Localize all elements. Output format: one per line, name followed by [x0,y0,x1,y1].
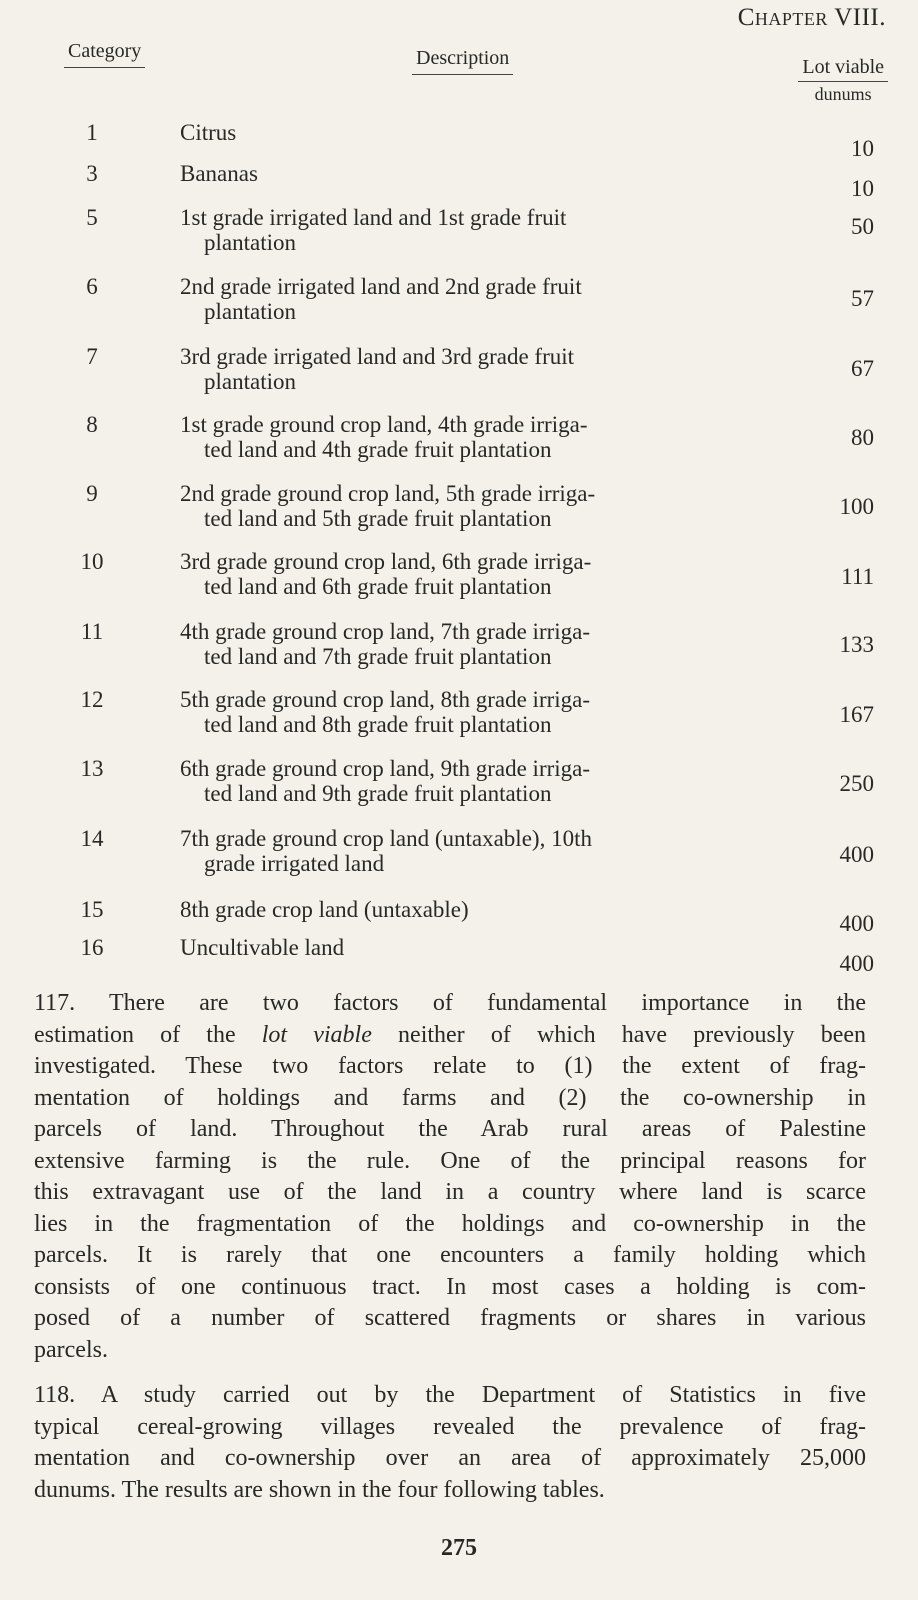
lot-viable-value: 400 [839,911,874,936]
lot-viable-value: 111 [841,564,874,589]
category-description: Uncultivable land [180,935,345,960]
column-header-description: Description [412,47,513,75]
column-header-lot-viable [798,56,888,105]
unit-label: dunums [798,81,888,105]
lot-viable-value: 80 [851,425,874,450]
category-number: 9 [86,481,98,506]
category-description: 7th grade ground crop land (untaxable), 10th grade irrigated land [180,826,592,876]
lot-viable-label: Lot viable [802,56,884,78]
lot-viable-value: 133 [839,632,874,657]
lot-viable-value: 57 [851,286,874,311]
category-number: 1 [86,120,98,145]
category-description: Bananas [180,161,258,186]
lot-viable-value: 100 [839,494,874,519]
category-number: 12 [80,687,104,712]
category-description: 2nd grade irrigated land and 2nd grade fruit plantation [180,274,582,324]
lot-viable-value: 250 [839,771,874,796]
category-number: 10 [80,549,104,574]
category-number: 3 [86,161,98,186]
category-number: 11 [80,619,104,644]
category-number: 16 [80,935,104,960]
paragraph-118: 118. A study carried out by the Department of Statistics in five typical cereal-growing villages revealed the prevalence of frag- mentation and co-ownership over an area of approximately 25,000 dunums. The results are shown in the four following tables. [34,1382,866,1503]
category-description: 1st grade irrigated land and 1st grade fruit plantation [180,205,567,255]
lot-viable-value: 10 [851,136,874,161]
category-number: 14 [80,826,104,851]
chapter-heading: Chapter VIII. [737,4,886,31]
page-number: 275 [441,1535,477,1561]
category-description: 4th grade ground crop land, 7th grade irriga- ted land and 7th grade fruit plantation [180,619,591,669]
category-number: 6 [86,274,98,299]
category-number: 7 [86,344,98,369]
category-description: 8th grade crop land (untaxable) [180,897,469,922]
category-description: 2nd grade ground crop land, 5th grade irriga- ted land and 5th grade fruit plantation [180,481,596,531]
paragraph-117: 117. There are two factors of fundamental importance in the estimation of the lot viable neither of which have previously been investigated. These two factors relate to (1) the extent of frag- mentation of holdings and farms and (2) the co-ownership in parcels of land. Throughout the Arab rural areas of Palestine extensive farming is the rule. One of the principal reasons for this extravagant use of the land in a country where land is scarce lies in the fragmentation of the holdings and co-ownership in the parcels. It is rarely that one encounters a family holding which consists of one continuous tract. In most cases a holding is com- posed of a number of scattered fragments or shares in various parcels. [34,990,866,1363]
category-description: 3rd grade irrigated land and 3rd grade fruit plantation [180,344,575,394]
lot-viable-value: 50 [851,214,874,239]
lot-viable-value: 10 [851,176,874,201]
lot-viable-value: 400 [839,842,874,867]
category-description: 1st grade ground crop land, 4th grade irriga- ted land and 4th grade fruit plantation [180,412,588,462]
category-number: 5 [86,205,98,230]
category-number: 8 [86,412,98,437]
column-header-category: Category [64,40,145,68]
category-number: 13 [80,756,104,781]
category-description: Citrus [180,120,237,145]
lot-viable-value: 67 [851,356,874,381]
lot-viable-value: 167 [839,702,874,727]
category-description: 6th grade ground crop land, 9th grade irriga- ted land and 9th grade fruit plantation [180,756,591,806]
category-description: 5th grade ground crop land, 8th grade irriga- ted land and 8th grade fruit plantation [180,687,591,737]
category-description: 3rd grade ground crop land, 6th grade irriga- ted land and 6th grade fruit plantation [180,549,592,599]
category-number: 15 [80,897,104,922]
lot-viable-value: 400 [839,951,874,976]
